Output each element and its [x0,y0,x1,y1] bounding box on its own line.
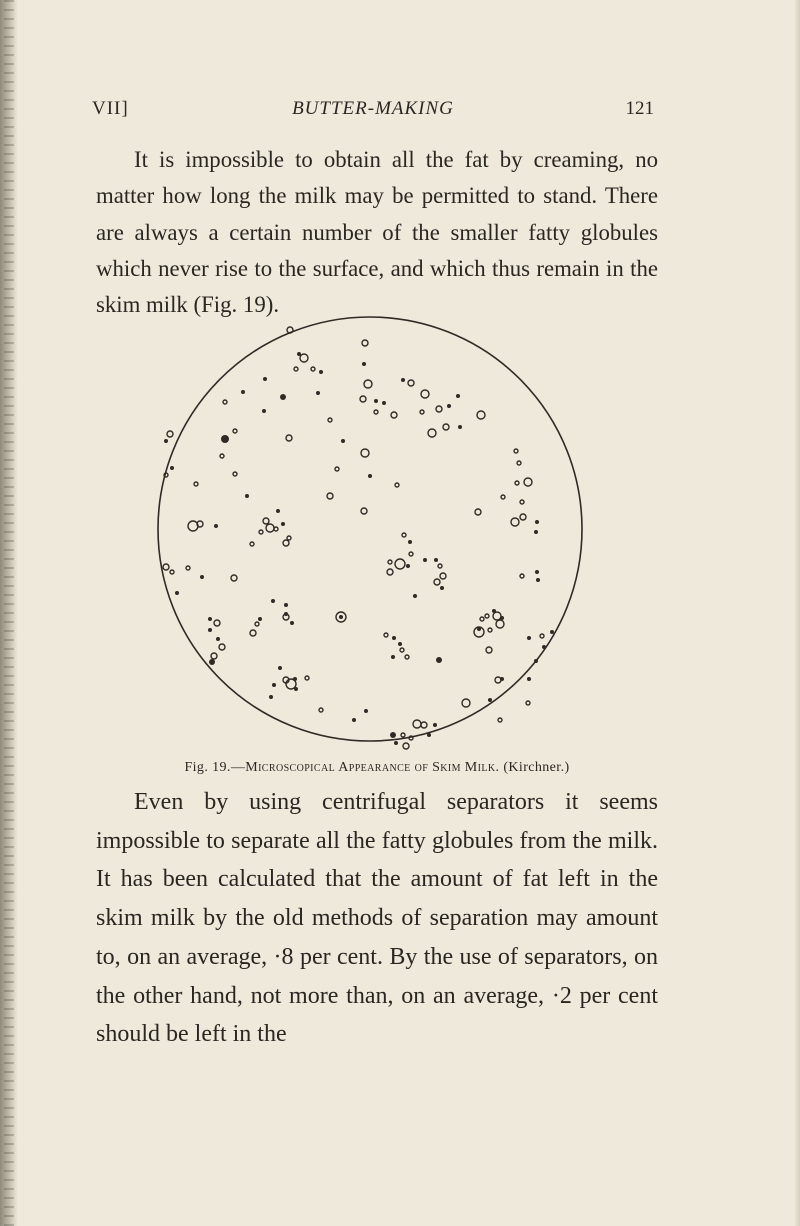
fat-globule [208,617,212,621]
figure-credit: (Kirchner.) [503,760,570,775]
fat-globule [208,628,212,632]
fat-globule [188,521,198,531]
fat-globule [488,698,492,702]
fat-globule [413,720,421,728]
fat-globule [475,509,481,515]
fat-globule [395,483,399,487]
binding-texture [4,0,14,1226]
fat-globule [352,718,356,722]
fat-globule [388,560,392,564]
fat-globule [526,701,530,705]
fat-globule [245,494,249,498]
fat-globule [364,380,372,388]
fat-globule [550,630,554,634]
fat-globule [364,709,368,713]
fat-globule [262,409,266,413]
running-title: BUTTER-MAKING [292,98,454,119]
fat-globule [486,647,492,653]
fat-globule [266,524,274,532]
fat-globule [408,540,412,544]
fat-globule [361,449,369,457]
fat-globule [527,677,531,681]
fat-globule [406,564,410,568]
fat-globule [167,431,173,437]
fat-globule [520,500,524,504]
fat-globule [374,399,378,403]
fat-globule [319,370,323,374]
fat-globule [398,642,402,646]
fat-globule [170,466,174,470]
fat-globule [392,636,396,640]
fat-globule [514,449,518,453]
fat-globule [164,439,168,443]
fat-globule [413,594,417,598]
fat-globule [186,566,190,570]
fat-globule [250,630,256,636]
fat-globule [517,461,521,465]
fat-globule [536,578,540,582]
fat-globule [341,439,345,443]
fat-globule [233,429,237,433]
fat-globule [233,472,237,476]
fat-globule [434,579,440,585]
fat-globule [405,655,409,659]
fat-globule [496,620,504,628]
fat-globule [241,390,245,394]
fat-globule [535,520,539,524]
fat-globule [456,394,460,398]
fat-globule [500,616,504,620]
fat-globule [440,573,446,579]
fat-globule [480,617,484,621]
fat-globule [362,340,368,346]
fat-globule [284,603,288,607]
chapter-number: VII] [92,98,129,119]
fat-globule [316,391,320,395]
fat-globule [423,558,427,562]
fat-globule [391,412,397,418]
fat-globule [360,396,366,402]
fat-globule [163,564,169,570]
fat-globule [403,743,409,749]
fat-globule [194,482,198,486]
fat-globule [221,435,229,443]
fat-globule [524,478,532,486]
fat-globule [534,530,538,534]
fat-globule [269,695,273,699]
fat-globule [339,615,343,619]
fat-globule [311,367,315,371]
fat-globule [395,559,405,569]
fat-globule [527,636,531,640]
fat-globule [438,564,442,568]
fat-globule [409,552,413,556]
fat-globule [436,657,442,663]
fat-globule [274,527,278,531]
fat-globule [223,400,227,404]
fat-globule [495,677,501,683]
page-number: 121 [625,98,654,119]
fat-globule [427,733,431,737]
fat-globule [493,612,501,620]
fat-globule [500,677,504,681]
fat-globule [305,676,309,680]
fat-globule [477,627,481,631]
fat-globules [163,327,554,749]
fat-globule [211,653,217,659]
fat-globule [382,401,386,405]
fat-globule [458,425,462,429]
fat-globule [511,518,519,526]
fat-globule [540,634,544,638]
fat-globule [420,410,424,414]
fat-globule [214,524,218,528]
fat-globule [283,540,289,546]
fat-globule [258,617,262,621]
fat-globule [488,628,492,632]
fat-globule [515,481,519,485]
fat-globule [200,575,204,579]
fat-globule [175,591,179,595]
fat-globule [440,586,444,590]
fat-globule [534,659,538,663]
fat-globule [287,536,291,540]
fat-globule [263,518,269,524]
fat-globule [485,614,489,618]
fat-globule [278,666,282,670]
fat-globule [400,648,404,652]
fat-globule [402,533,406,537]
fat-globule [391,655,395,659]
fat-globule [394,741,398,745]
fat-globule [231,575,237,581]
fat-globule [374,410,378,414]
fat-globule [433,723,437,727]
microscope-field-illustration [140,314,602,754]
fat-globule [300,354,308,362]
fat-globule [214,620,220,626]
fat-globule [276,509,280,513]
figure-label: Fig. 19. [184,760,231,775]
fat-globule [421,390,429,398]
fat-globule [272,683,276,687]
fat-globule [328,418,332,422]
fat-globule [281,522,285,526]
fat-globule [362,362,366,366]
fat-globule [335,467,339,471]
fat-globule [477,411,485,419]
fat-globule [319,708,323,712]
fat-globule [542,645,546,649]
fat-globule [286,435,292,441]
fat-globule [259,530,263,534]
fat-globule [535,570,539,574]
fat-globule [164,473,168,477]
figure-caption [96,760,658,776]
fat-globule [293,677,297,681]
fat-globule [294,367,298,371]
page-edge-shadow [794,0,800,1226]
fat-globule [219,644,225,650]
fat-globule [361,508,367,514]
fat-globule [170,570,174,574]
fat-globule [327,493,333,499]
fat-globule [387,569,393,575]
fat-globule [401,378,405,382]
fat-globule [209,659,215,665]
fat-globule [290,621,294,625]
fat-globule [462,699,470,707]
fat-globule [384,633,388,637]
fat-globule [443,424,449,430]
fat-globule [436,406,442,412]
fat-globule [409,736,413,740]
fat-globule [401,733,405,737]
fat-globule [368,474,372,478]
paragraph-2: Even by using centrifugal separators it seems impossible to separate all the fatty globules from the milk. It has been calculated that the amount of fat left in the skim milk by the old methods of separation may amount to, on an average, ·8 per cent. By the use of separators, on the other hand, not more than, on an average, ·2 per cent should be left in the [96,789,658,1048]
fat-globule [520,514,526,520]
fat-globule [263,377,267,381]
fat-globule [501,495,505,499]
fat-globule [294,687,298,691]
fat-globule [447,404,451,408]
figure-microscope-view [140,314,602,754]
fat-globule [408,380,414,386]
fat-globule [421,722,427,728]
fat-globule [498,718,502,722]
fat-globule [255,622,259,626]
fat-globule [250,542,254,546]
paragraph-1: It is impossible to obtain all the fat by creaming, no matter how long the milk may be permitted to stand. There are always a certain number of the smaller fatty globules which never rise to the surface, and which thus remain in the skim milk (Fig. 19). [96,147,658,318]
fat-globule [271,599,275,603]
fat-globule [216,637,220,641]
fat-globule [390,732,396,738]
fat-globule [280,394,286,400]
figure-caption-text: —Microscopical Appearance of Skim Milk. [230,760,500,775]
fat-globule [434,558,438,562]
fat-globule [520,574,524,578]
fat-globule [428,429,436,437]
fat-globule [220,454,224,458]
running-header [92,98,654,126]
